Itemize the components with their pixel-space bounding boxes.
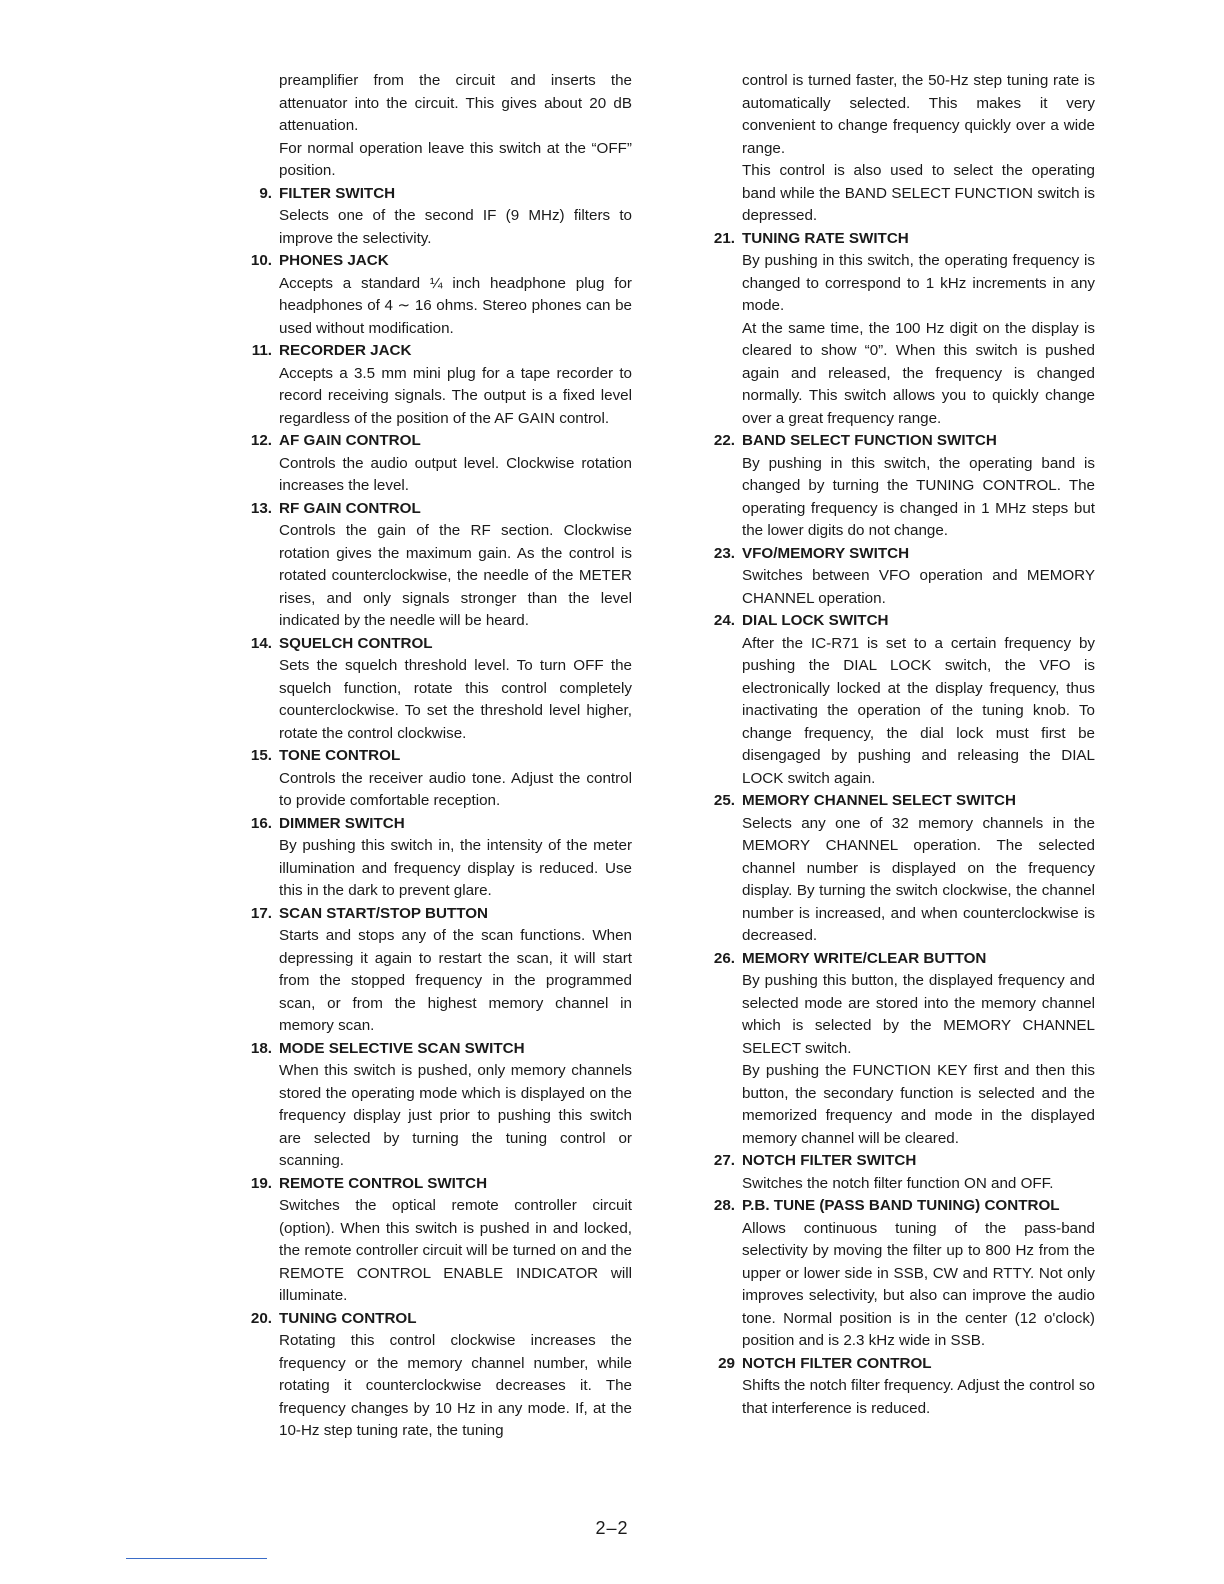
- list-item: [244, 340, 632, 430]
- item-title: MEMORY CHANNEL SELECT SWITCH: [742, 792, 1016, 809]
- item-paragraph: Controls the receiver audio tone. Adjust the control to provide comfortable reception.: [279, 769, 632, 809]
- list-item: [707, 790, 1095, 948]
- list-item: [707, 543, 1095, 611]
- item-number: 22.: [713, 432, 735, 449]
- list-item: [707, 1353, 1095, 1421]
- right-items-list: [707, 228, 1095, 1421]
- list-item: [707, 610, 1095, 790]
- list-item: [244, 813, 632, 903]
- paragraph: For normal operation leave this switch at the “OFF” position.: [279, 139, 632, 179]
- item-number: 23.: [713, 544, 735, 562]
- item-number: 10.: [250, 252, 272, 269]
- left-items-list: [244, 183, 632, 1443]
- item-number: 29: [718, 1354, 735, 1372]
- list-item: [707, 1150, 1095, 1195]
- item-title: AF GAIN CONTROL: [279, 432, 421, 449]
- list-item: [244, 1308, 632, 1443]
- list-item: [244, 745, 632, 813]
- item-number: 13.: [250, 499, 272, 517]
- item-number: 26.: [713, 949, 735, 967]
- item-paragraph: Selects any one of 32 memory channels in the MEMORY CHANNEL operation. The selected channel number is displayed on the frequency display. By turning the switch clockwise, the channel number is increased, and when counterclockwise is decreased.: [742, 814, 1095, 944]
- paragraph: This control is also used to select the operating band while the BAND SELECT FUNCTION switch is depressed.: [742, 162, 1095, 224]
- item-title: NOTCH FILTER CONTROL: [742, 1354, 932, 1372]
- list-item: [707, 228, 1095, 431]
- item-title: VFO/MEMORY SWITCH: [742, 544, 910, 562]
- item-paragraph: When this switch is pushed, only memory channels stored the operating mode which is displayed on the frequency display just prior to pushing this switch are selected by turning the tuning control or scanning.: [279, 1062, 632, 1169]
- item-paragraph: Controls the gain of the RF section. Clockwise rotation gives the maximum gain. As the control is rotated counterclockwise, the needle of the METER rises, and only signals stronger than the level indicated by the needle will be heard.: [279, 522, 632, 629]
- item-paragraph: Sets the squelch threshold level. To turn OFF the squelch function, rotate this control completely counterclockwise. To set the threshold level higher, rotate the control clockwise.: [279, 657, 632, 742]
- item-paragraph: By pushing the FUNCTION KEY first and then this button, the secondary function is selected and the memorized frequency and mode in the displayed memory channel will be cleared.: [742, 1062, 1095, 1147]
- item-number: 24.: [713, 612, 735, 629]
- item-title: DIMMER SWITCH: [279, 814, 405, 832]
- item-title: NOTCH FILTER SWITCH: [742, 1152, 917, 1169]
- list-item: [244, 430, 632, 498]
- paragraph: control is turned faster, the 50-Hz step tuning rate is automatically selected. This makes it very convenient to change frequency quickly over a wide range.: [742, 72, 1095, 157]
- item-title: PHONES JACK: [279, 252, 389, 269]
- footer-rule: [126, 1558, 267, 1559]
- item-paragraph: By pushing this button, the displayed frequency and selected mode are stored into the memory channel which is selected by the MEMORY CHANNEL SELECT switch.: [742, 972, 1095, 1057]
- item-title: MODE SELECTIVE SCAN SWITCH: [279, 1039, 525, 1057]
- left-continuation: [244, 70, 632, 183]
- item-paragraph: Rotating this control clockwise increases the frequency or the memory channel number, while rotating it counterclockwise decreases it. The frequency changes by 10 Hz in any mode. If, at the 10-Hz step tuning rate, the tuning: [279, 1332, 632, 1439]
- item-title: RECORDER JACK: [279, 342, 412, 359]
- list-item: [707, 1195, 1095, 1353]
- item-title: TUNING RATE SWITCH: [742, 229, 909, 247]
- item-title: REMOTE CONTROL SWITCH: [279, 1174, 488, 1192]
- item-number: 17.: [250, 904, 272, 922]
- list-item: [244, 1038, 632, 1173]
- item-title: P.B. TUNE (PASS BAND TUNING) CONTROL: [742, 1197, 1060, 1214]
- item-number: 9.: [259, 184, 272, 202]
- item-title: SQUELCH CONTROL: [279, 634, 433, 652]
- item-title: RF GAIN CONTROL: [279, 499, 421, 517]
- item-title: MEMORY WRITE/CLEAR BUTTON: [742, 949, 987, 967]
- item-number: 21.: [713, 229, 735, 247]
- item-paragraph: After the IC-R71 is set to a certain frequency by pushing the DIAL LOCK switch, the VFO is electronically locked at the display frequency, thus inactivating the operation of the tuning knob. To change frequency, the dial lock must first be disengaged by pushing and releasing the DIAL LOCK switch again.: [742, 634, 1095, 787]
- item-paragraph: Starts and stops any of the scan functions. When depressing it again to restart the scan, it will start from the stopped frequency in the programmed scan, or from the highest memory channel in memory scan.: [279, 927, 632, 1034]
- item-number: 12.: [250, 432, 272, 449]
- list-item: [707, 948, 1095, 1151]
- item-paragraph: Switches between VFO operation and MEMORY CHANNEL operation.: [742, 567, 1095, 607]
- item-number: 18.: [250, 1039, 272, 1057]
- list-item: [244, 183, 632, 251]
- page-number: 2–2: [595, 1518, 629, 1538]
- item-number: 14.: [250, 634, 272, 652]
- item-paragraph: By pushing in this switch, the operating frequency is changed to correspond to 1 kHz increments in any mode.: [742, 252, 1095, 314]
- list-item: [244, 498, 632, 633]
- item-title: BAND SELECT FUNCTION SWITCH: [742, 432, 997, 449]
- item-paragraph: Allows continuous tuning of the pass-band selectivity by moving the filter up to 800 Hz from the upper or lower side in SSB, CW and RTTY. Not only improves selectivity, but also can improve the audio tone. Normal position is in the center (12 o'clock) position and is 2.3 kHz wide in SSB.: [742, 1219, 1095, 1349]
- item-paragraph: Shifts the notch filter frequency. Adjust the control so that interference is reduced.: [742, 1377, 1095, 1417]
- item-number: 19.: [250, 1174, 272, 1192]
- item-paragraph: Selects one of the second IF (9 MHz) filters to improve the selectivity.: [279, 207, 632, 247]
- item-paragraph: Accepts a standard ¼ inch headphone plug for headphones of 4 ∼ 16 ohms. Stereo phones can be used without modification.: [279, 274, 632, 337]
- item-number: 28.: [713, 1197, 735, 1214]
- item-number: 20.: [250, 1309, 272, 1327]
- item-number: 15.: [250, 747, 272, 764]
- item-paragraph: Switches the optical remote controller circuit (option). When this switch is pushed in and locked, the remote controller circuit will be turned on and the REMOTE CONTROL ENABLE INDICATOR will illuminate.: [279, 1197, 632, 1304]
- item-number: 11.: [251, 342, 272, 359]
- item-paragraph: Accepts a 3.5 mm mini plug for a tape recorder to record receiving signals. The output is a fixed level regardless of the position of the AF GAIN control.: [279, 364, 632, 427]
- list-item: [244, 1173, 632, 1308]
- list-item: [707, 430, 1095, 543]
- item-title: TUNING CONTROL: [279, 1309, 417, 1327]
- list-item: [244, 903, 632, 1038]
- right-column: [707, 70, 1095, 1420]
- paragraph: preamplifier from the circuit and inserts the attenuator into the circuit. This gives about 20 dB attenuation.: [279, 72, 632, 134]
- item-paragraph: By pushing in this switch, the operating band is changed by turning the TUNING CONTROL. The operating frequency is changed in 1 MHz steps but the lower digits do not change.: [742, 454, 1095, 539]
- item-paragraph: Controls the audio output level. Clockwise rotation increases the level.: [279, 454, 632, 494]
- item-number: 27.: [713, 1152, 735, 1169]
- item-number: 25.: [713, 792, 735, 809]
- item-title: DIAL LOCK SWITCH: [742, 612, 889, 629]
- item-paragraph: By pushing this switch in, the intensity of the meter illumination and frequency display is reduced. Use this in the dark to prevent glare.: [279, 837, 632, 899]
- item-paragraph: Switches the notch filter function ON and OFF.: [742, 1174, 1054, 1192]
- item-title: TONE CONTROL: [279, 747, 401, 764]
- list-item: [244, 633, 632, 746]
- item-number: 16.: [250, 814, 272, 832]
- left-column: [244, 70, 632, 1443]
- list-item: [244, 250, 632, 340]
- item-title: FILTER SWITCH: [279, 184, 396, 202]
- item-paragraph: At the same time, the 100 Hz digit on the display is cleared to show “0”. When this switch is pushed again and released, the frequency is changed normally. This switch allows you to quickly change over a great frequency range.: [742, 319, 1095, 427]
- right-continuation: [707, 70, 1095, 228]
- item-title: SCAN START/STOP BUTTON: [279, 904, 488, 922]
